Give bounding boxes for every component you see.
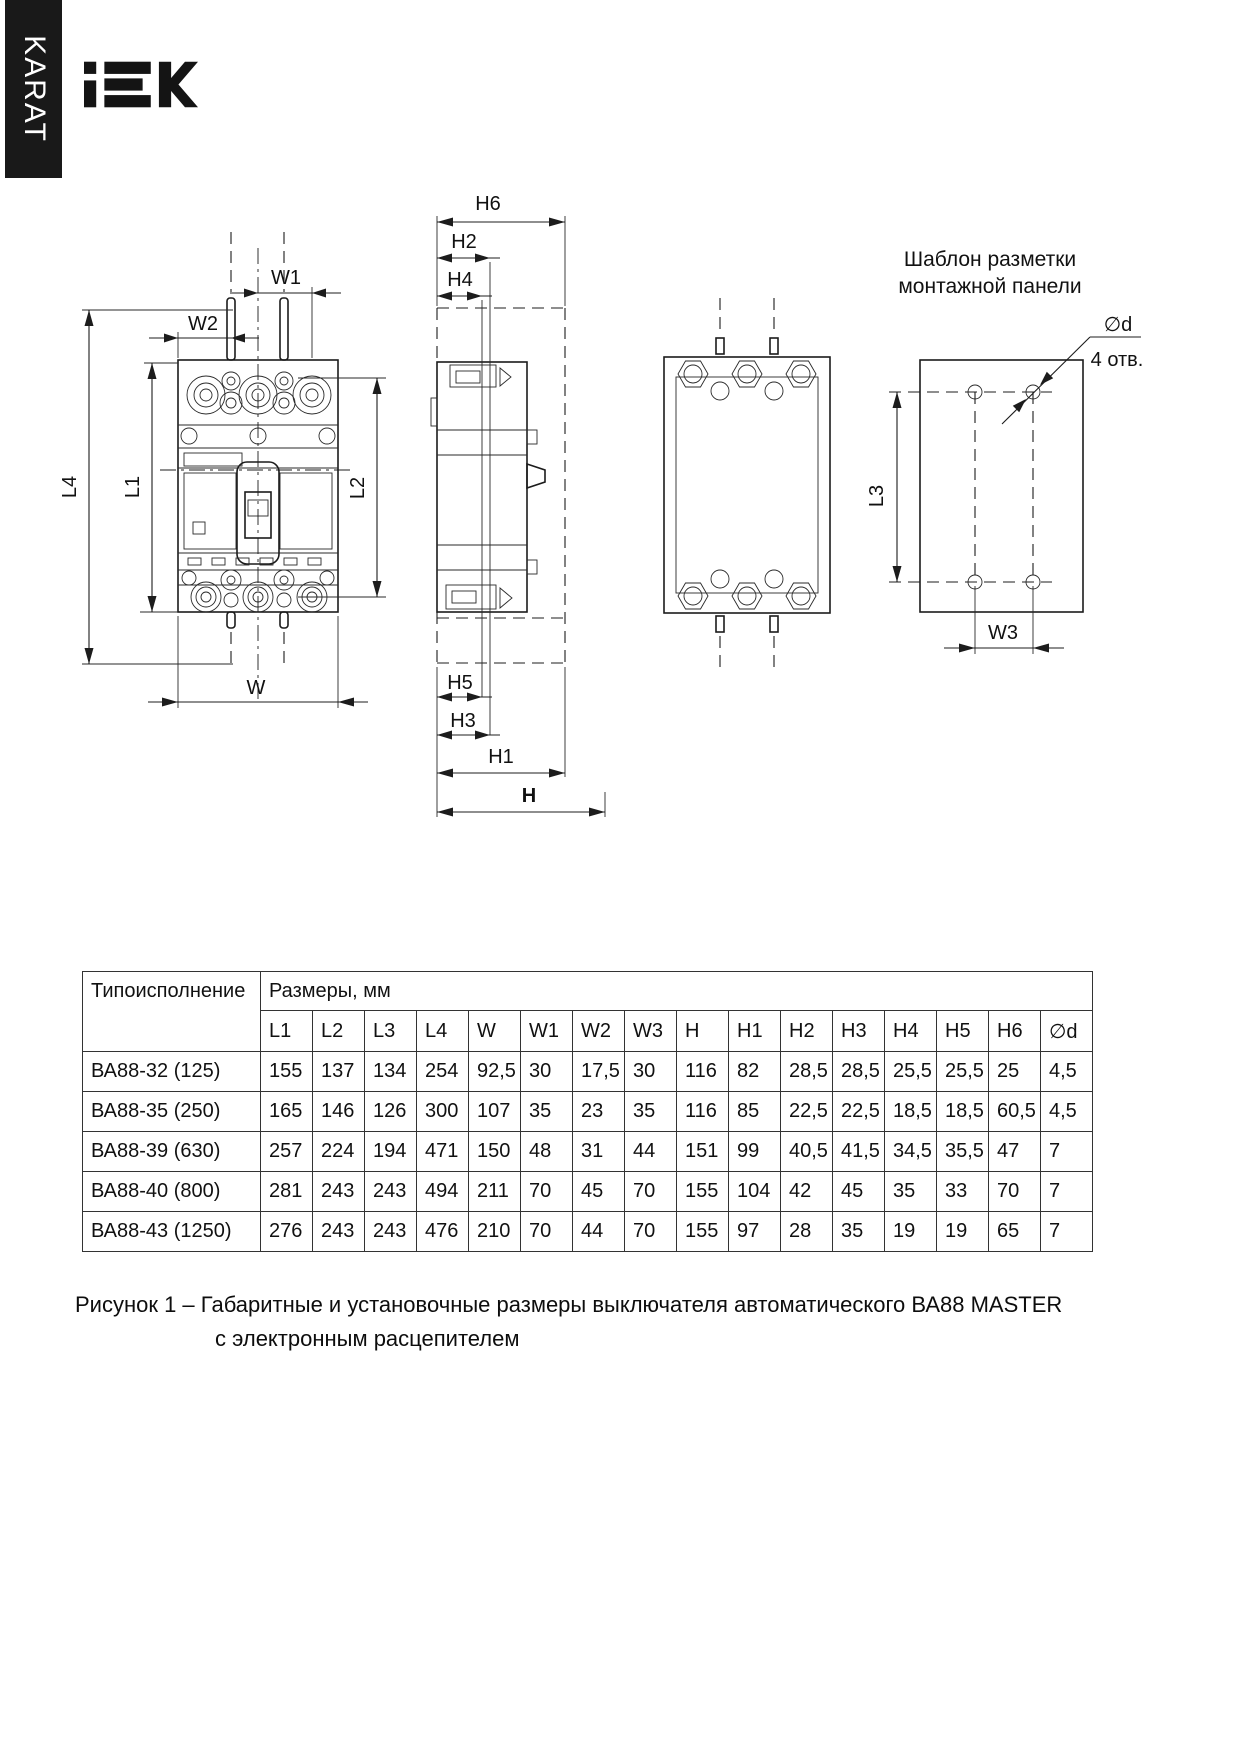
table-cell: 33 [937, 1172, 989, 1212]
table-column-header: H [677, 1011, 729, 1052]
table-cell: 25,5 [937, 1052, 989, 1092]
table-cell: 25 [989, 1052, 1041, 1092]
table-cell: 7 [1041, 1172, 1093, 1212]
karat-label: KARAT [17, 35, 51, 143]
dim-label-w3: W3 [988, 622, 1018, 644]
table-cell: 41,5 [833, 1132, 885, 1172]
table-cell: 494 [417, 1172, 469, 1212]
table-column-header: W1 [521, 1011, 573, 1052]
table-cell: 155 [261, 1052, 313, 1092]
table-cell: 70 [625, 1212, 677, 1252]
template-title-line2: монтажной панели [898, 275, 1082, 298]
table-cell: 18,5 [885, 1092, 937, 1132]
table-column-header: W3 [625, 1011, 677, 1052]
table-cell: 243 [313, 1172, 365, 1212]
table-cell: 281 [261, 1172, 313, 1212]
table-cell: 92,5 [469, 1052, 521, 1092]
table-cell: 30 [625, 1052, 677, 1092]
table-column-header: W2 [573, 1011, 625, 1052]
dim-label-l3: L3 [866, 484, 888, 508]
table-cell: 45 [573, 1172, 625, 1212]
table-cell: 35 [521, 1092, 573, 1132]
table-cell: 31 [573, 1132, 625, 1172]
dim-label-h5: H5 [447, 672, 473, 694]
dim-label-h1: H1 [488, 746, 514, 768]
table-cell: 126 [365, 1092, 417, 1132]
hole-diameter-label: ∅d [1103, 314, 1133, 336]
table-cell: 17,5 [573, 1052, 625, 1092]
mounting-template-view [866, 248, 1143, 654]
table-cell: 70 [989, 1172, 1041, 1212]
table-cell: 40,5 [781, 1132, 833, 1172]
table-cell: 65 [989, 1212, 1041, 1252]
table-column-header: H2 [781, 1011, 833, 1052]
table-cell: 70 [625, 1172, 677, 1212]
caption-line2: с электронным расцепителем [215, 1326, 520, 1351]
table-cell: 44 [625, 1132, 677, 1172]
table-cell: 35 [833, 1212, 885, 1252]
table-cell: 44 [573, 1212, 625, 1252]
table-cell: 19 [885, 1212, 937, 1252]
table-cell: 107 [469, 1092, 521, 1132]
holes-count-label: 4 отв. [1090, 349, 1144, 371]
table-cell: 155 [677, 1212, 729, 1252]
table-cell: 471 [417, 1132, 469, 1172]
table-column-header: H1 [729, 1011, 781, 1052]
side-view-dimensions [437, 193, 605, 817]
table-cell: 155 [677, 1172, 729, 1212]
table-cell: 85 [729, 1092, 781, 1132]
table-cell: 35,5 [937, 1132, 989, 1172]
table-row [83, 1092, 1093, 1132]
dim-label-h2: H2 [451, 231, 477, 253]
table-cell: 476 [417, 1212, 469, 1252]
table-header-type: Типоисполнение [83, 972, 261, 1052]
table-cell-type: ВА88-32 (125) [83, 1052, 261, 1092]
table-cell: 42 [781, 1172, 833, 1212]
dim-label-h3: H3 [450, 710, 476, 732]
table-cell: 243 [313, 1212, 365, 1252]
table-cell: 151 [677, 1132, 729, 1172]
table-cell: 211 [469, 1172, 521, 1212]
table-column-header: L2 [313, 1011, 365, 1052]
table-cell: 257 [261, 1132, 313, 1172]
table-cell: 7 [1041, 1212, 1093, 1252]
table-column-header: L4 [417, 1011, 469, 1052]
table-column-header: L1 [261, 1011, 313, 1052]
dim-label-l1: L1 [122, 475, 144, 499]
table-column-header: L3 [365, 1011, 417, 1052]
table-cell: 22,5 [833, 1092, 885, 1132]
table-cell: 60,5 [989, 1092, 1041, 1132]
table-column-header: ∅d [1041, 1011, 1093, 1052]
table-cell: 34,5 [885, 1132, 937, 1172]
template-title-line1: Шаблон разметки [903, 248, 1077, 271]
dim-label-w1: W1 [271, 267, 301, 289]
table-cell: 35 [885, 1172, 937, 1212]
table-cell: 48 [521, 1132, 573, 1172]
table-cell: 99 [729, 1132, 781, 1172]
table-cell: 116 [677, 1092, 729, 1132]
front-view [160, 232, 352, 700]
table-cell: 45 [833, 1172, 885, 1212]
table-cell: 243 [365, 1212, 417, 1252]
table-row [83, 1052, 1093, 1092]
dim-label-h: H [521, 785, 537, 807]
table-cell: 35 [625, 1092, 677, 1132]
table-cell: 47 [989, 1132, 1041, 1172]
dim-label-w: W [246, 677, 266, 699]
table-cell: 7 [1041, 1132, 1093, 1172]
table-cell: 150 [469, 1132, 521, 1172]
dim-label-l2: L2 [347, 476, 369, 500]
table-cell: 137 [313, 1052, 365, 1092]
table-cell: 18,5 [937, 1092, 989, 1132]
table-cell: 194 [365, 1132, 417, 1172]
dimensions-table [82, 971, 1093, 1252]
table-cell-type: ВА88-35 (250) [83, 1092, 261, 1132]
table-cell: 254 [417, 1052, 469, 1092]
table-cell: 210 [469, 1212, 521, 1252]
back-view [664, 298, 830, 668]
table-cell: 82 [729, 1052, 781, 1092]
table-cell: 224 [313, 1132, 365, 1172]
table-cell-type: ВА88-39 (630) [83, 1132, 261, 1172]
table-cell: 146 [313, 1092, 365, 1132]
table-cell: 70 [521, 1172, 573, 1212]
table-cell: 276 [261, 1212, 313, 1252]
table-column-header: W [469, 1011, 521, 1052]
table-column-header: H6 [989, 1011, 1041, 1052]
table-cell-type: ВА88-43 (1250) [83, 1212, 261, 1252]
table-cell: 4,5 [1041, 1092, 1093, 1132]
table-cell: 70 [521, 1212, 573, 1252]
table-cell: 19 [937, 1212, 989, 1252]
table-cell: 4,5 [1041, 1052, 1093, 1092]
table-cell: 116 [677, 1052, 729, 1092]
table-header-sizes-group: Размеры, мм [261, 972, 1093, 1011]
caption-line1: Рисунок 1 – Габаритные и установочные размеры выключателя автоматического ВА88 MASTER [75, 1292, 1063, 1317]
table-cell: 243 [365, 1172, 417, 1212]
table-cell: 134 [365, 1052, 417, 1092]
table-cell: 97 [729, 1212, 781, 1252]
table-cell: 28 [781, 1212, 833, 1252]
table-cell: 25,5 [885, 1052, 937, 1092]
table-cell: 22,5 [781, 1092, 833, 1132]
table-cell: 28,5 [833, 1052, 885, 1092]
dim-label-h6: H6 [475, 193, 501, 215]
dim-label-w2: W2 [188, 313, 218, 335]
table-cell: 30 [521, 1052, 573, 1092]
table-cell: 104 [729, 1172, 781, 1212]
figure-caption [75, 1288, 1115, 1356]
front-view-dimensions [59, 267, 386, 708]
table-column-header: H3 [833, 1011, 885, 1052]
table-row [83, 1132, 1093, 1172]
dim-label-l4: L4 [59, 475, 81, 499]
table-column-header: H5 [937, 1011, 989, 1052]
table-column-header: H4 [885, 1011, 937, 1052]
dim-label-h4: H4 [447, 269, 473, 291]
table-cell: 28,5 [781, 1052, 833, 1092]
table-cell-type: ВА88-40 (800) [83, 1172, 261, 1212]
dimensions-table-wrap [82, 971, 1093, 1252]
table-cell: 165 [261, 1092, 313, 1132]
table-cell: 23 [573, 1092, 625, 1132]
table-cell: 300 [417, 1092, 469, 1132]
table-row [83, 1212, 1093, 1252]
table-row [83, 1172, 1093, 1212]
